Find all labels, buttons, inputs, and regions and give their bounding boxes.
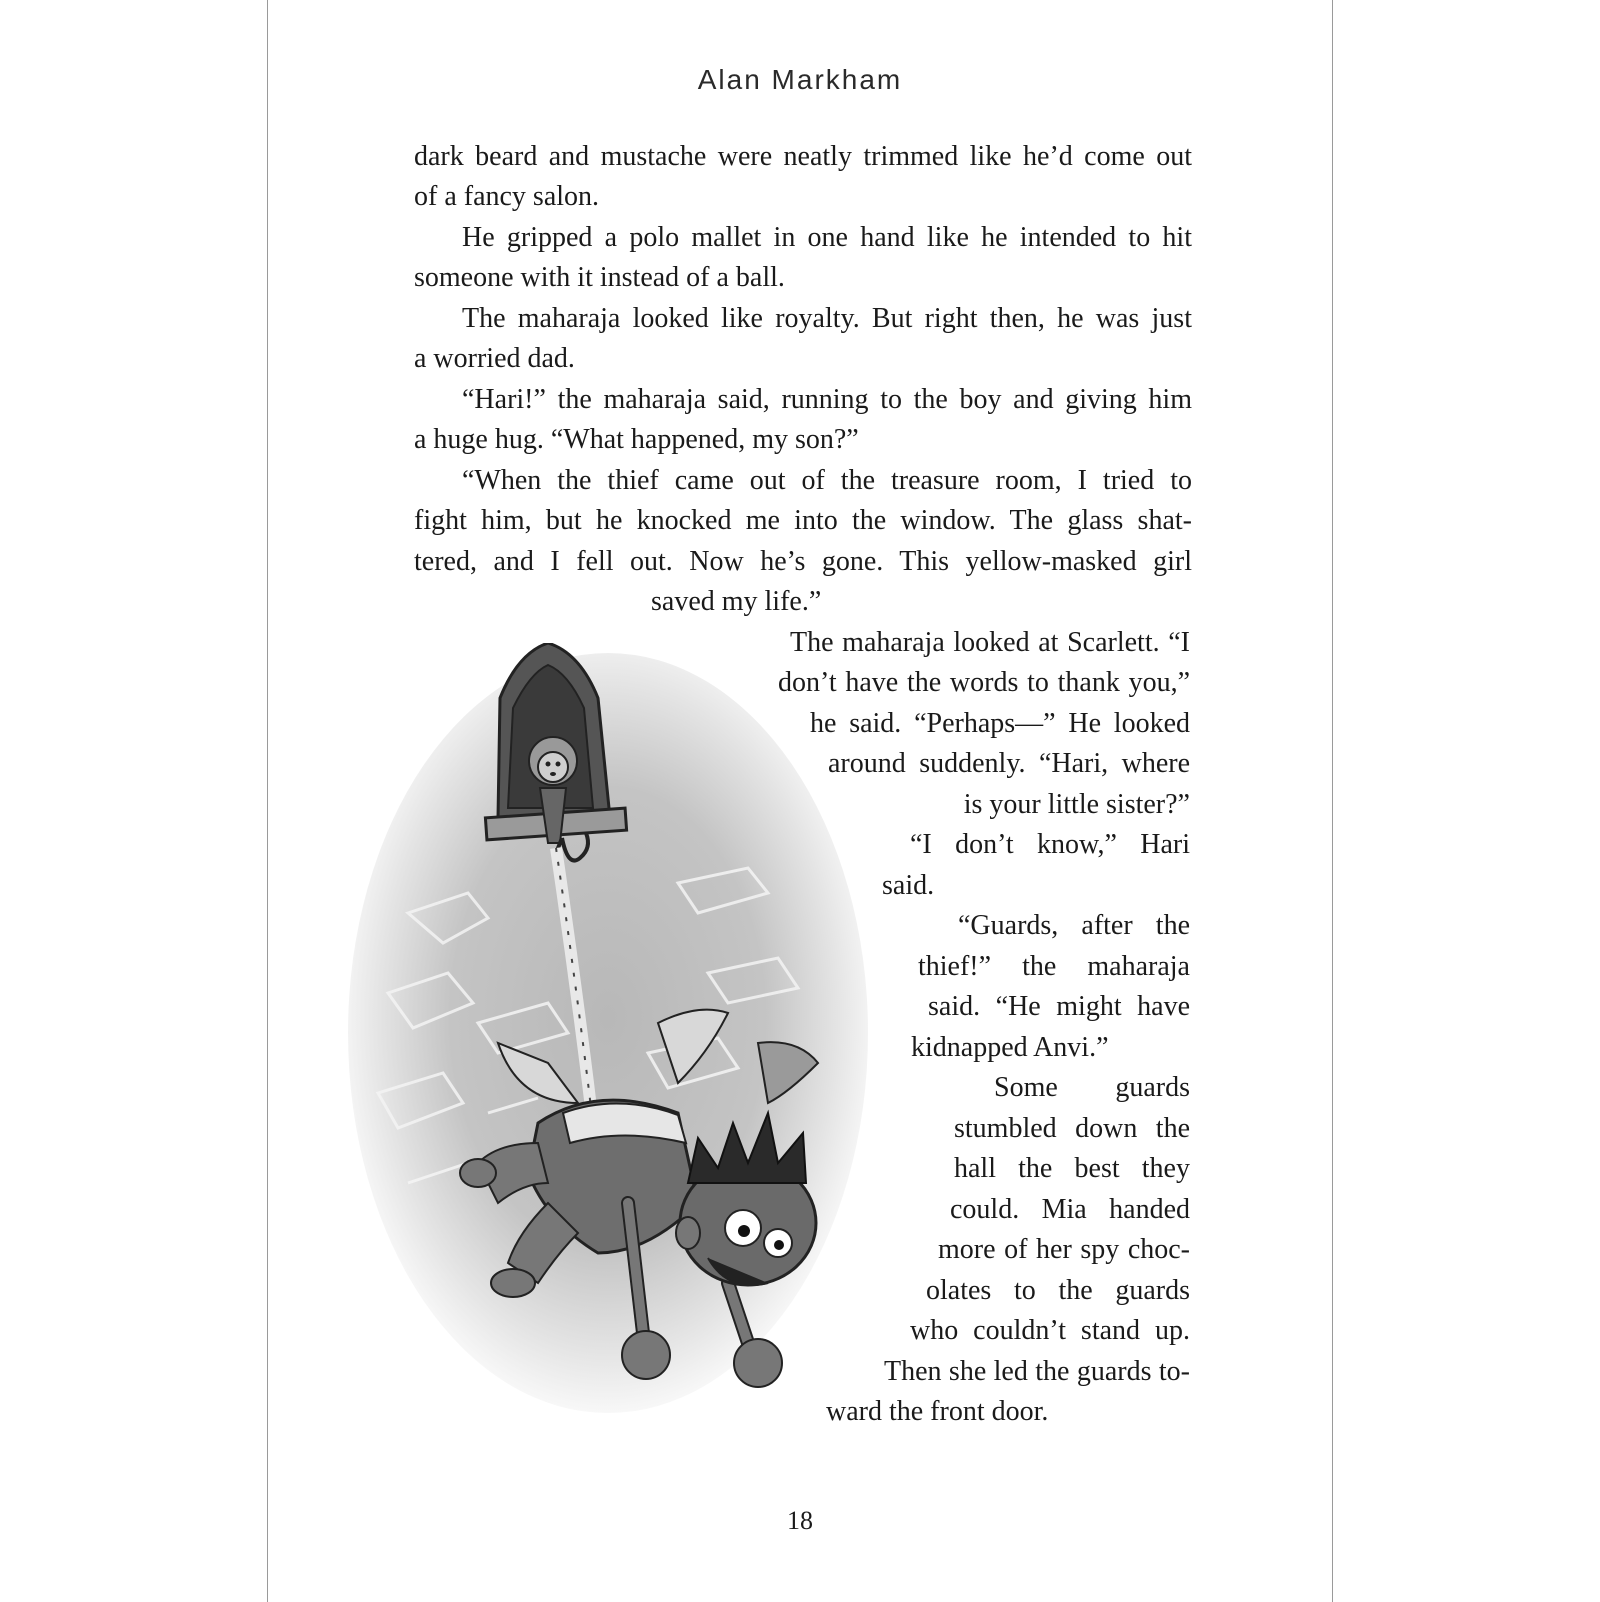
- text-line: “I don’t know,” Hari: [910, 829, 1190, 860]
- text-line: fight him, but he knocked me into the window. The glass shat-: [414, 505, 1192, 536]
- text-line: could. Mia handed: [950, 1194, 1190, 1225]
- illustration-falling-boy: [348, 643, 908, 1433]
- text-line: ward the front door.: [826, 1396, 1049, 1427]
- text-line: who couldn’t stand up.: [910, 1315, 1190, 1346]
- text-line: don’t have the words to thank you,”: [778, 667, 1190, 698]
- text-line: said.: [882, 870, 935, 901]
- text-line: Then she led the guards to-: [884, 1356, 1190, 1387]
- text-line: is your little sister?”: [963, 789, 1190, 820]
- text-line: thief!” the maharaja: [918, 951, 1190, 982]
- text-line: he said. “Perhaps—” He looked: [810, 708, 1190, 739]
- text-line: The maharaja looked like royalty. But right then, he was just: [462, 303, 1192, 334]
- text-line: kidnapped Anvi.”: [911, 1032, 1109, 1063]
- text-line: saved my life.”: [651, 586, 822, 617]
- running-head-author: Alan Markham: [697, 64, 903, 95]
- text-line: “Guards, after the: [958, 910, 1190, 941]
- book-page: [267, 0, 1333, 1602]
- text-line: tered, and I fell out. Now he’s gone. This yellow-masked girl: [414, 546, 1192, 577]
- text-line: He gripped a polo mallet in one hand like he intended to hit: [462, 222, 1192, 253]
- text-line: a huge hug. “What happened, my son?”: [414, 424, 859, 455]
- text-line: said. “He might have: [928, 991, 1190, 1022]
- page-number: 18: [787, 1506, 813, 1535]
- text-line: hall the best they: [954, 1153, 1190, 1184]
- text-line: around suddenly. “Hari, where: [828, 748, 1190, 779]
- text-line: stumbled down the: [954, 1113, 1190, 1144]
- text-line: olates to the guards: [926, 1275, 1190, 1306]
- text-line: “Hari!” the maharaja said, running to the boy and giving him: [462, 384, 1192, 415]
- text-line: Some guards: [994, 1072, 1190, 1103]
- text-line: of a fancy salon.: [414, 181, 600, 212]
- wall-background: [348, 653, 868, 1413]
- text-line: “When the thief came out of the treasure room, I tried to: [462, 465, 1192, 496]
- text-line: more of her spy choc-: [938, 1234, 1190, 1265]
- text-line: a worried dad.: [414, 343, 575, 374]
- text-line: someone with it instead of a ball.: [414, 262, 785, 293]
- text-line: dark beard and mustache were neatly trimmed like he’d come out: [414, 141, 1192, 172]
- text-line: The maharaja looked at Scarlett. “I: [790, 627, 1190, 658]
